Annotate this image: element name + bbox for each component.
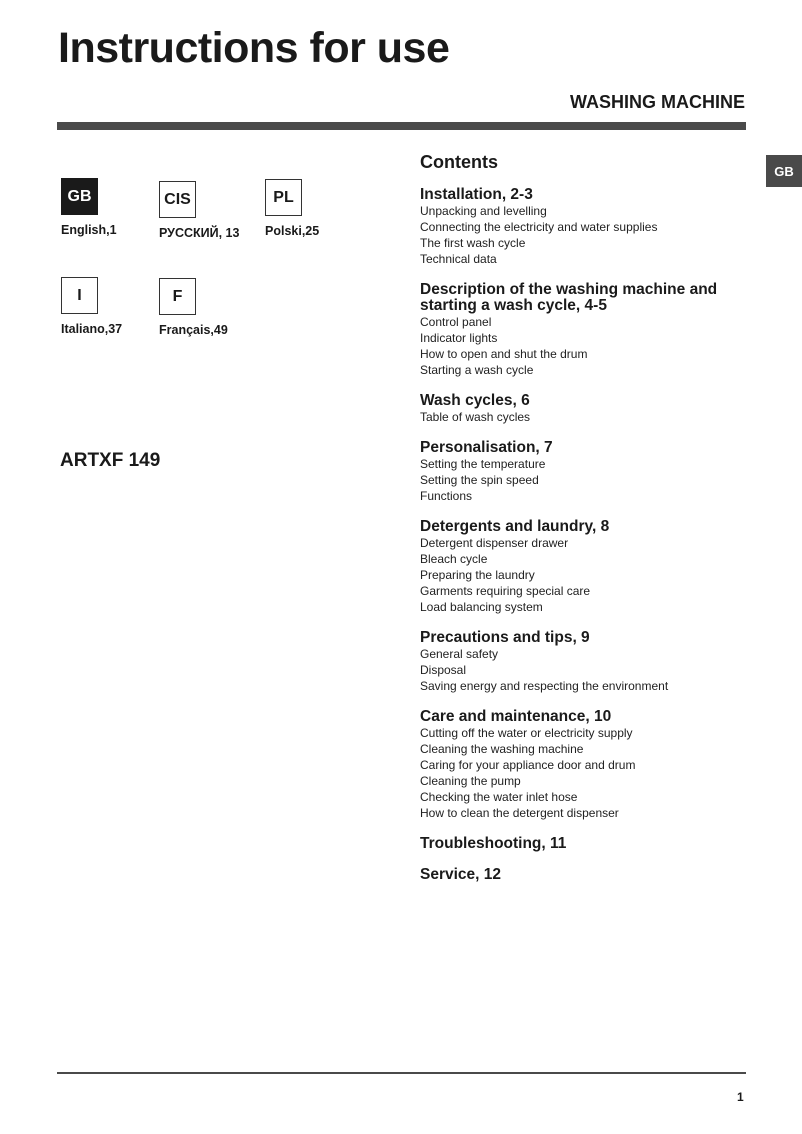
contents-heading: Contents bbox=[420, 152, 498, 172]
section-item[interactable]: Control panel bbox=[420, 315, 492, 329]
section-item[interactable]: Bleach cycle bbox=[420, 552, 488, 566]
language-code-box: CIS bbox=[159, 181, 196, 218]
contents-section bbox=[420, 836, 750, 852]
language-pl[interactable] bbox=[265, 179, 375, 238]
language-fr[interactable] bbox=[159, 278, 269, 337]
model-number: ARTXF 149 bbox=[60, 450, 161, 471]
language-code-box: I bbox=[61, 277, 98, 314]
section-item[interactable]: General safety bbox=[420, 647, 499, 661]
section-item[interactable]: How to clean the detergent dispenser bbox=[420, 806, 619, 820]
section-item[interactable]: Connecting the electricity and water supplies bbox=[420, 220, 658, 234]
contents-section bbox=[420, 282, 750, 378]
contents-section bbox=[420, 393, 750, 425]
contents-section bbox=[420, 519, 750, 615]
section-item[interactable]: Unpacking and levelling bbox=[420, 204, 547, 218]
section-item[interactable]: Starting a wash cycle bbox=[420, 363, 534, 377]
section-title[interactable]: Troubleshooting, 11 bbox=[420, 835, 567, 852]
section-item[interactable]: Disposal bbox=[420, 663, 467, 677]
section-item[interactable]: Detergent dispenser drawer bbox=[420, 536, 569, 550]
language-it[interactable] bbox=[61, 277, 171, 336]
section-title[interactable]: Detergents and laundry, 8 bbox=[420, 518, 610, 535]
section-item[interactable]: Setting the spin speed bbox=[420, 473, 539, 487]
section-title[interactable]: Personalisation, 7 bbox=[420, 439, 553, 456]
section-title[interactable]: Description of the washing machine and starting a wash cycle, 4-5 bbox=[420, 281, 718, 314]
language-label: English,1 bbox=[61, 223, 117, 237]
table-of-contents bbox=[420, 152, 750, 898]
section-item[interactable]: Preparing the laundry bbox=[420, 568, 535, 582]
section-item[interactable]: Table of wash cycles bbox=[420, 410, 531, 424]
section-item[interactable]: Indicator lights bbox=[420, 331, 498, 345]
contents-section bbox=[420, 867, 750, 883]
section-title[interactable]: Precautions and tips, 9 bbox=[420, 629, 590, 646]
section-item[interactable]: Technical data bbox=[420, 252, 497, 266]
language-label: РУССКИЙ, 13 bbox=[159, 226, 240, 240]
section-item[interactable]: Caring for your appliance door and drum bbox=[420, 758, 636, 772]
bottom-divider bbox=[57, 1072, 746, 1074]
document-subtitle: WASHING MACHINE bbox=[570, 92, 745, 112]
language-cis[interactable] bbox=[159, 181, 269, 240]
top-divider bbox=[57, 122, 746, 130]
section-item[interactable]: The first wash cycle bbox=[420, 236, 526, 250]
contents-section bbox=[420, 709, 750, 821]
language-label: Polski,25 bbox=[265, 224, 320, 238]
contents-section bbox=[420, 630, 750, 694]
section-item[interactable]: Cutting off the water or electricity supply bbox=[420, 726, 633, 740]
section-title[interactable]: Wash cycles, 6 bbox=[420, 392, 530, 409]
language-code-box: PL bbox=[265, 179, 302, 216]
language-code-box: GB bbox=[61, 178, 98, 215]
page-number: 1 bbox=[737, 1090, 744, 1104]
section-title[interactable]: Care and maintenance, 10 bbox=[420, 708, 612, 725]
section-item[interactable]: Checking the water inlet hose bbox=[420, 790, 578, 804]
section-item[interactable]: Cleaning the washing machine bbox=[420, 742, 584, 756]
section-title[interactable]: Installation, 2-3 bbox=[420, 186, 533, 203]
section-item[interactable]: Cleaning the pump bbox=[420, 774, 521, 788]
section-item[interactable]: How to open and shut the drum bbox=[420, 347, 588, 361]
document-title: Instructions for use bbox=[58, 24, 450, 72]
section-item[interactable]: Setting the temperature bbox=[420, 457, 546, 471]
contents-section bbox=[420, 440, 750, 504]
section-title[interactable]: Service, 12 bbox=[420, 866, 502, 883]
section-item[interactable]: Load balancing system bbox=[420, 600, 543, 614]
language-label: Italiano,37 bbox=[61, 322, 123, 336]
language-code-box: F bbox=[159, 278, 196, 315]
language-label: Français,49 bbox=[159, 323, 228, 337]
language-gb[interactable] bbox=[61, 178, 171, 237]
section-item[interactable]: Saving energy and respecting the environment bbox=[420, 679, 669, 693]
language-side-tab: GB bbox=[766, 155, 802, 187]
section-item[interactable]: Garments requiring special care bbox=[420, 584, 591, 598]
contents-section bbox=[420, 187, 750, 267]
section-item[interactable]: Functions bbox=[420, 489, 473, 503]
